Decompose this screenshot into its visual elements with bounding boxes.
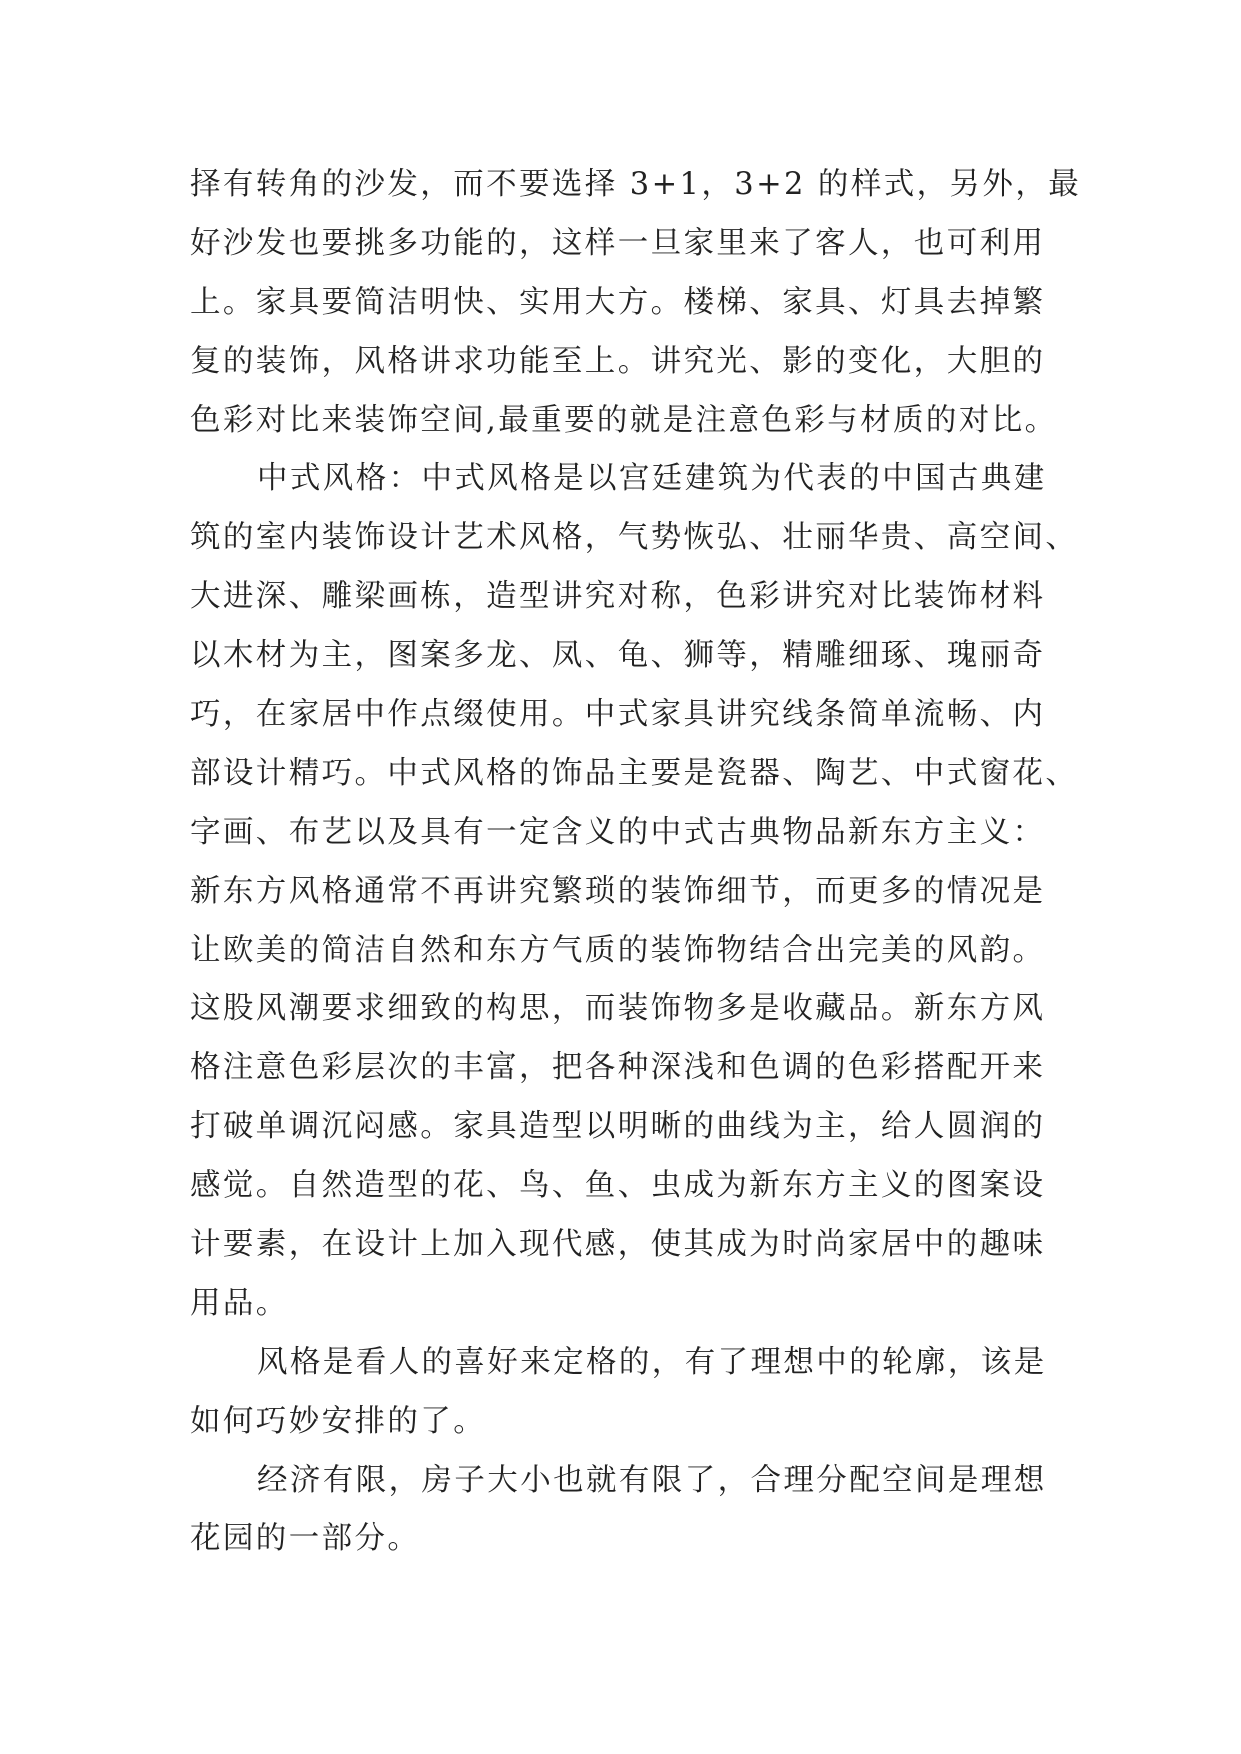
- paragraph: [190, 156, 1082, 450]
- text-line: 中式风格：中式风格是以宫廷建筑为代表的中国古典建: [257, 461, 1047, 497]
- text-line: 这股风潮要求细致的构思，而装饰物多是收藏品。新东方风: [190, 991, 1046, 1027]
- text-line: 打破单调沉闷感。家具造型以明晰的曲线为主，给人圆润的: [190, 1109, 1046, 1145]
- document-body: [190, 156, 1082, 1569]
- text-line: 字画、布艺以及具有一定含义的中式古典物品新东方主义：: [190, 814, 1046, 850]
- paragraph: [190, 1452, 1050, 1570]
- text-line: 如何巧妙安排的了。: [190, 1403, 487, 1439]
- text-line: 部设计精巧。中式风格的饰品主要是瓷器、陶艺、中式窗花、: [190, 755, 1079, 791]
- text-line: 择有转角的沙发，而不要选择 3+1，3+2 的样式，另外，最: [190, 167, 1082, 202]
- text-line: 色彩对比来装饰空间,最重要的就是注意色彩与材质的对比。: [190, 402, 1058, 438]
- text-line: 花园的一部分。: [190, 1521, 421, 1557]
- text-line: 经济有限，房子大小也就有限了，合理分配空间是理想: [257, 1462, 1047, 1498]
- text-line: 大进深、雕梁画栋，造型讲究对称，色彩讲究对比装饰材料: [190, 579, 1046, 615]
- text-line: 好沙发也要挑多功能的，这样一旦家里来了客人，也可利用: [190, 225, 1046, 261]
- text-line: 用品。: [190, 1285, 289, 1321]
- text-line: 筑的室内装饰设计艺术风格，气势恢弘、壮丽华贵、高空间、: [190, 520, 1079, 556]
- text-line: 上。家具要简洁明快、实用大方。楼梯、家具、灯具去掉繁: [190, 284, 1046, 320]
- text-line: 感觉。自然造型的花、鸟、鱼、虫成为新东方主义的图案设: [190, 1168, 1046, 1204]
- text-line: 以木材为主，图案多龙、凤、龟、狮等，精雕细琢、瑰丽奇: [190, 638, 1046, 674]
- text-line: 格注意色彩层次的丰富，把各种深浅和色调的色彩搭配开来: [190, 1050, 1046, 1086]
- text-line: 风格是看人的喜好来定格的，有了理想中的轮廓，该是: [257, 1344, 1047, 1380]
- text-line: 让欧美的简洁自然和东方气质的装饰物结合出完美的风韵。: [190, 932, 1046, 968]
- text-line: 新东方风格通常不再讲究繁琐的装饰细节，而更多的情况是: [190, 873, 1046, 909]
- paragraph: [190, 450, 1079, 1333]
- text-line: 复的装饰，风格讲求功能至上。讲究光、影的变化，大胆的: [190, 343, 1046, 379]
- paragraph: [190, 1334, 1050, 1452]
- text-line: 巧，在家居中作点缀使用。中式家具讲究线条简单流畅、内: [190, 697, 1046, 733]
- text-line: 计要素，在设计上加入现代感，使其成为时尚家居中的趣味: [190, 1227, 1046, 1263]
